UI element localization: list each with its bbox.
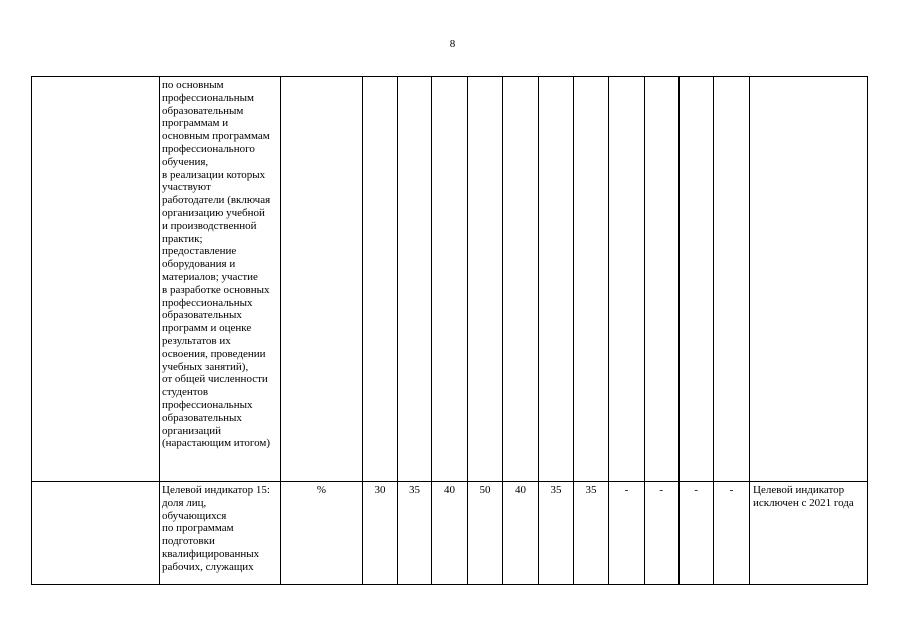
- table-cell-empty: [574, 77, 609, 482]
- table-cell-empty: [609, 77, 645, 482]
- indicator-15-value: 35: [539, 482, 574, 585]
- indicator-15-value: 50: [468, 482, 503, 585]
- table-cell-empty: [398, 77, 432, 482]
- indicator-15-unit: %: [281, 482, 363, 585]
- indicator-15-value: 35: [574, 482, 609, 585]
- table-cell-empty: [32, 77, 160, 482]
- table-row: [32, 77, 868, 482]
- table-cell-empty: [432, 77, 468, 482]
- table-cell-empty: [468, 77, 503, 482]
- table-cell-empty: [750, 77, 868, 482]
- indicator-15-value: 40: [503, 482, 539, 585]
- indicator-15-value: 30: [363, 482, 398, 585]
- indicator-15-value: -: [714, 482, 750, 585]
- indicator-15-value: -: [609, 482, 645, 585]
- table-cell-empty: [645, 77, 679, 482]
- indicator-15-note: Целевой индикатор исключен с 2021 года: [750, 482, 868, 585]
- indicator-15-value: -: [645, 482, 679, 585]
- table-cell-empty: [503, 77, 539, 482]
- table-cell-empty: [32, 482, 160, 585]
- indicator-15-value: 35: [398, 482, 432, 585]
- indicator-15-value: 40: [432, 482, 468, 585]
- indicators-table: [31, 76, 868, 585]
- table-row: [32, 482, 868, 585]
- table-cell-empty: [714, 77, 750, 482]
- table-cell-empty: [679, 77, 714, 482]
- table-cell-empty: [539, 77, 574, 482]
- table-cell-empty: [363, 77, 398, 482]
- page-number: 8: [449, 38, 456, 50]
- table-cell-empty: [281, 77, 363, 482]
- indicator-15-description: Целевой индикатор 15: доля лиц, обучающихся по программам подготовки квалифицированных рабочих, служащих: [160, 482, 281, 585]
- indicator-15-value: -: [679, 482, 714, 585]
- indicator-description-continued: по основным профессиональным образовательным программам и основным программам профессионального обучения, в реализации которых участвуют работодатели (включая организацию учебной и производственной практик; предоставление оборудования и материалов; участие в разработке основных профессиональных образовательных программ и оценке результатов их освоения, проведении учебных занятий), от общей численности студентов профессиональных образовательных организаций (нарастающим итогом): [160, 77, 281, 482]
